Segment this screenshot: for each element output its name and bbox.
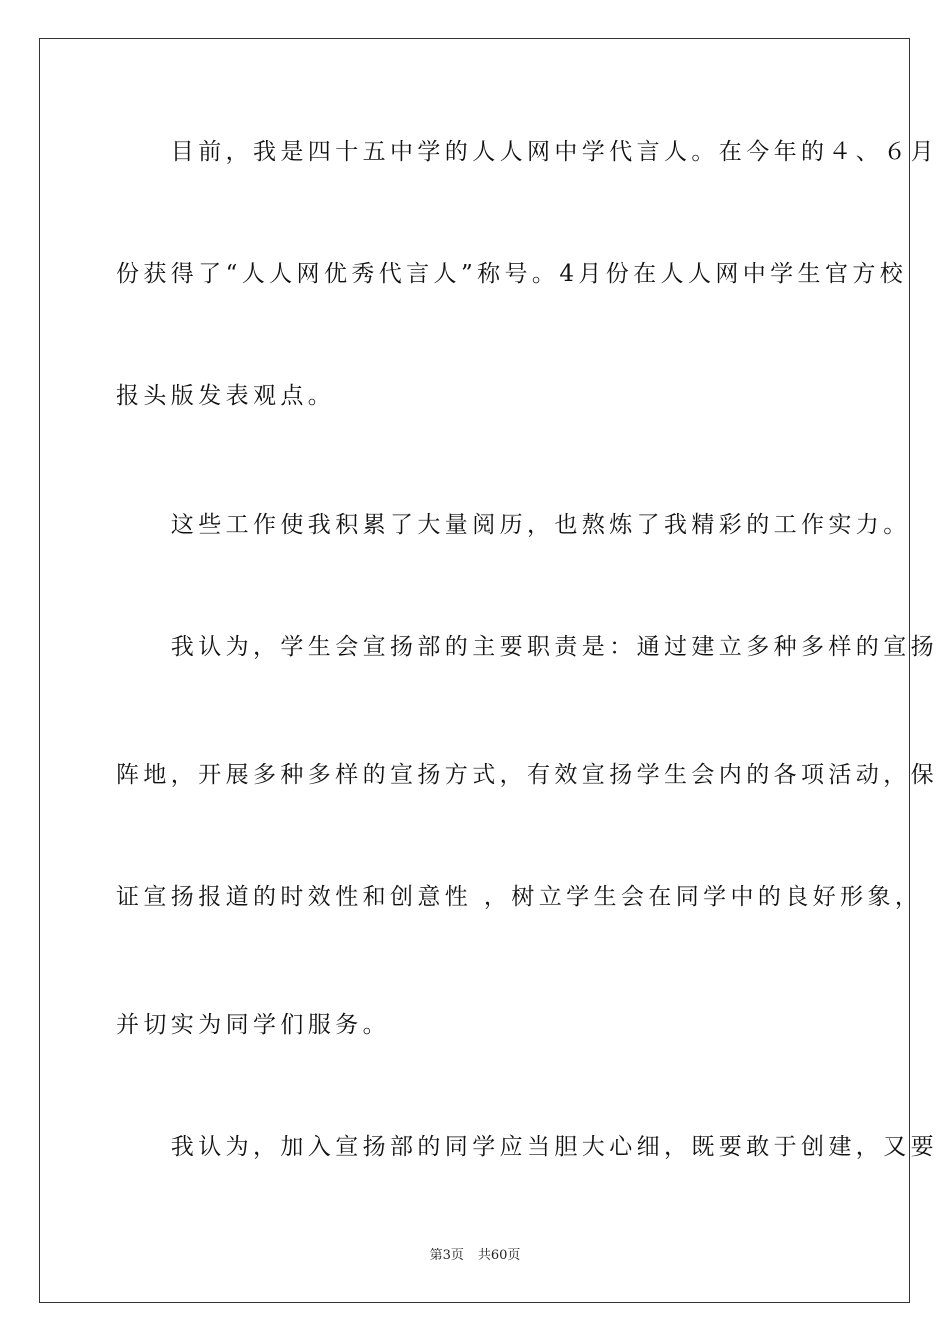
paragraph-line: 这些工作使我积累了大量阅历，也熬炼了我精彩的工作实力。 xyxy=(116,512,911,538)
paragraph-line: 份获得了“人人网优秀代言人”称号。4月份在人人网中学生官方校 xyxy=(116,261,908,287)
paragraph-line: 并切实为同学们服务。 xyxy=(116,1012,390,1038)
paragraph-line: 阵地，开展多种多样的宣扬方式，有效宣扬学生会内的各项活动，保 xyxy=(116,762,938,788)
paragraph-line: 报头版发表观点。 xyxy=(116,383,336,409)
page-border xyxy=(39,38,938,1303)
page-total: 共60页 xyxy=(477,1248,521,1263)
page-number: 第3页 xyxy=(429,1248,464,1263)
paragraph-line: 目前，我是四十五中学的人人网中学代言人。在今年的４、６月 xyxy=(116,139,938,165)
page-footer xyxy=(0,1247,950,1265)
paragraph-line: 我认为，加入宣扬部的同学应当胆大心细，既要敢于创建，又要 xyxy=(116,1134,938,1160)
paragraph-line: 证宣扬报道的时效性和创意性 ，树立学生会在同学中的良好形象， xyxy=(116,884,923,910)
paragraph-line: 我认为，学生会宣扬部的主要职责是：通过建立多种多样的宣扬 xyxy=(116,634,938,660)
